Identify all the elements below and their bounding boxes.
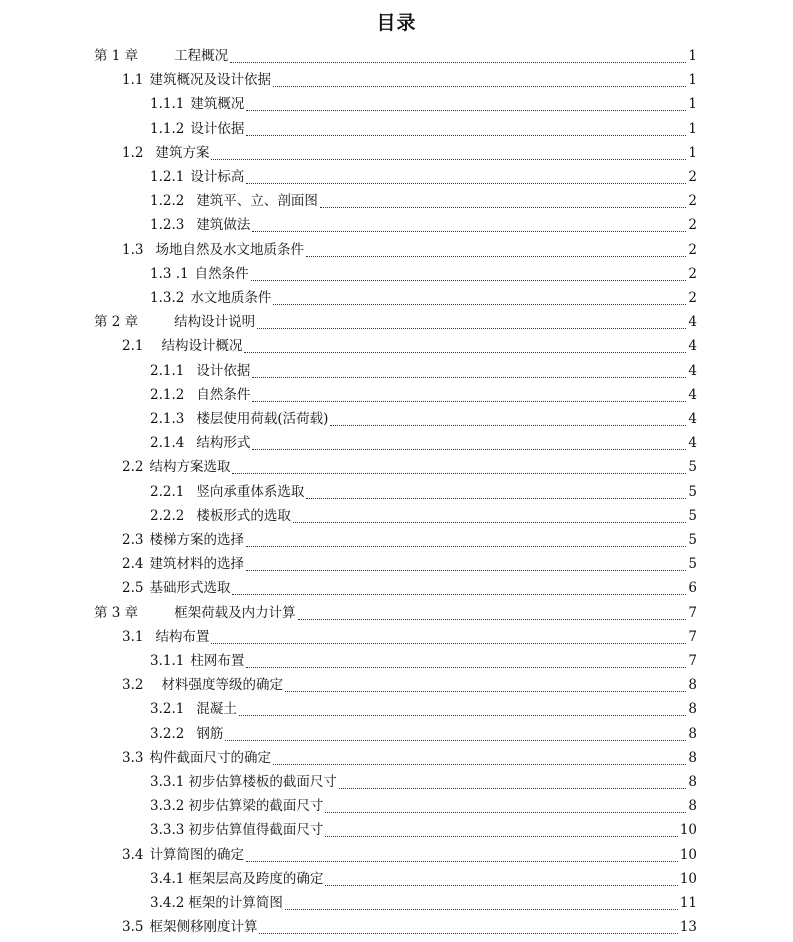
toc-entry[interactable]	[122, 843, 697, 867]
toc-entry-page: 5	[688, 483, 697, 500]
dot-leader	[257, 327, 686, 329]
toc-entry-title: 自然条件	[196, 386, 251, 403]
dot-leader	[225, 739, 686, 741]
toc-entry-title: 工程概况	[174, 48, 229, 64]
dot-leader	[230, 61, 686, 63]
toc-entry-title: 基础形式选取	[149, 580, 231, 597]
toc-entry[interactable]	[150, 722, 697, 746]
toc-entry-title: 框架层高及跨度的确定	[188, 870, 324, 887]
toc-entry-number: 2.1.2	[150, 386, 185, 403]
toc-entry-number: 2.2.2	[150, 507, 185, 524]
toc-entry[interactable]	[94, 44, 697, 68]
toc-entry-number: 1.1.1	[150, 96, 185, 113]
toc-entry-number: 3.2.2	[150, 725, 185, 742]
toc-entry[interactable]	[150, 213, 697, 237]
toc-entry-title: 柱网布置	[190, 653, 245, 669]
toc-entry[interactable]	[150, 383, 697, 407]
toc-entry[interactable]	[122, 334, 697, 358]
toc-entry-title: 初步估算值得截面尺寸	[188, 822, 324, 839]
dot-leader	[273, 763, 686, 765]
dot-leader	[293, 521, 687, 523]
toc-entry[interactable]	[150, 818, 697, 842]
toc-entry-number: 2.1.3	[150, 411, 185, 427]
toc-entry-page: 4	[688, 386, 697, 403]
toc-entry-page: 4	[688, 435, 697, 452]
toc-entry-page: 5	[688, 459, 697, 476]
toc-entry-number: 2.5	[122, 580, 144, 597]
dot-leader	[251, 279, 687, 281]
toc-entry-title: 楼梯方案的选择	[149, 532, 244, 548]
toc-entry-number: 3.3.3	[150, 822, 185, 839]
toc-entry[interactable]	[150, 697, 697, 721]
dot-leader	[252, 376, 686, 378]
dot-leader	[211, 158, 686, 160]
toc-entry[interactable]	[150, 649, 697, 673]
dot-leader	[246, 860, 678, 862]
toc-entry-number: 3.3	[122, 749, 144, 766]
toc-entry-number: 3.1	[122, 628, 144, 645]
toc-entry-number: 3.4.1	[150, 870, 185, 887]
toc-entry-number: 3.2	[122, 677, 144, 694]
toc-entry-number: 3.1.1	[150, 653, 185, 669]
toc-entry-page: 7	[688, 604, 697, 621]
toc-entry[interactable]	[150, 92, 697, 116]
toc-entry-page: 5	[688, 532, 697, 548]
toc-entry-number: 第 2 章	[94, 314, 139, 331]
toc-entry-title: 水文地质条件	[190, 290, 272, 306]
toc-entry-page: 8	[688, 774, 697, 790]
toc-entry[interactable]	[150, 867, 697, 891]
dot-leader	[246, 569, 686, 571]
dot-leader	[244, 351, 686, 353]
dot-leader	[273, 303, 686, 305]
toc-entry-page: 10	[679, 846, 697, 863]
toc-entry-page: 10	[679, 870, 697, 887]
toc-entry-number: 3.4.2	[150, 895, 185, 911]
toc-entry[interactable]	[122, 238, 697, 262]
toc-entry-title: 建筑方案	[155, 144, 210, 161]
toc-entry-number: 1.3	[122, 241, 144, 258]
dot-leader	[232, 472, 686, 474]
toc-entry-title: 计算简图的确定	[149, 846, 244, 863]
toc-entry[interactable]	[122, 528, 697, 552]
toc-entry[interactable]	[122, 455, 697, 479]
toc-entry-page: 2	[688, 265, 697, 282]
toc-entry-page: 8	[688, 677, 697, 694]
toc-entry-title: 钢筋	[196, 725, 224, 742]
dot-leader	[330, 424, 686, 426]
toc-entry-page: 11	[679, 895, 697, 911]
toc-entry-number: 3.4	[122, 846, 144, 863]
dot-leader	[252, 448, 686, 450]
dot-leader	[325, 884, 677, 886]
dot-leader	[246, 182, 686, 184]
toc-entry-page: 8	[688, 798, 697, 815]
toc-entry-title: 结构设计说明	[174, 314, 256, 331]
toc-entry-title: 楼板形式的选取	[196, 507, 291, 524]
dot-leader	[239, 714, 687, 716]
toc-entry-page: 1	[688, 72, 697, 89]
toc-entry-title: 竖向承重体系选取	[196, 483, 305, 500]
toc-entry-number: 2.1	[122, 338, 144, 355]
toc-entry-title: 建筑做法	[196, 217, 251, 234]
toc-entry-number: 2.2	[122, 459, 144, 476]
toc-entry-title: 建筑概况及设计依据	[149, 72, 271, 89]
toc-entry[interactable]	[150, 431, 697, 455]
dot-leader	[259, 932, 677, 934]
toc-entry-title: 构件截面尺寸的确定	[149, 749, 271, 766]
toc-entry-title: 结构形式	[196, 435, 251, 452]
toc-entry-number: 2.2.1	[150, 483, 185, 500]
toc-entry-number: 1.3.2	[150, 290, 185, 306]
toc-entry[interactable]	[122, 141, 697, 165]
toc-entry-page: 1	[688, 48, 697, 64]
toc-entry-number: 3.5	[122, 919, 144, 936]
toc-entry[interactable]	[150, 770, 697, 794]
toc-entry-page: 5	[688, 556, 697, 573]
toc-entry-page: 2	[688, 169, 697, 185]
toc-entry-title: 结构布置	[155, 628, 210, 645]
toc-entry[interactable]	[150, 407, 697, 431]
toc-entry-page: 4	[688, 411, 697, 427]
toc-entry-title: 建筑概况	[190, 96, 245, 113]
toc-entry-page: 2	[688, 193, 697, 210]
toc-entry-number: 1.3 .1	[150, 265, 189, 282]
toc-entry-number: 第 1 章	[94, 48, 139, 64]
toc-entry[interactable]	[150, 794, 697, 818]
toc-entry-title: 框架侧移刚度计算	[149, 919, 258, 936]
toc-entry[interactable]	[122, 68, 697, 92]
toc-entry-title: 结构方案选取	[149, 459, 231, 476]
toc-entry-page: 8	[688, 749, 697, 766]
toc-entry-title: 初步估算楼板的截面尺寸	[188, 774, 337, 790]
toc-entry-title: 自然条件	[194, 265, 249, 282]
toc-entry-number: 2.1.4	[150, 435, 185, 452]
toc-entry[interactable]	[122, 576, 697, 600]
toc-entry-number: 1.1.2	[150, 120, 185, 137]
toc-entry-title: 建筑材料的选择	[149, 556, 244, 573]
dot-leader	[246, 109, 686, 111]
dot-leader	[285, 690, 686, 692]
toc-entry-number: 3.2.1	[150, 701, 185, 718]
toc-entry-title: 混凝土	[196, 701, 237, 718]
toc-entry-page: 10	[679, 822, 697, 839]
toc-entry-number: 1.1	[122, 72, 144, 89]
dot-leader	[285, 908, 678, 910]
toc-entry-page: 4	[688, 338, 697, 355]
toc-entry-title: 结构设计概况	[161, 338, 243, 355]
toc-entry[interactable]	[150, 189, 697, 213]
dot-leader	[325, 811, 686, 813]
toc-entry-title: 建筑平、立、剖面图	[196, 193, 318, 210]
toc-entry-title: 初步估算梁的截面尺寸	[188, 798, 324, 815]
toc-entry-page: 4	[688, 314, 697, 331]
toc-entry-number: 第 3 章	[94, 604, 139, 621]
toc-entry-page: 7	[688, 628, 697, 645]
dot-leader	[246, 666, 686, 668]
toc-entry-page: 8	[688, 701, 697, 718]
dot-leader	[339, 787, 687, 789]
dot-leader	[246, 545, 686, 547]
toc-entry-page: 8	[688, 725, 697, 742]
toc-entry-page: 4	[688, 362, 697, 379]
dot-leader	[232, 593, 686, 595]
toc-entry-page: 6	[688, 580, 697, 597]
dot-leader	[298, 618, 687, 620]
toc-entry-title: 楼层使用荷载(活荷载)	[196, 411, 329, 427]
dot-leader	[273, 85, 686, 87]
toc-entry[interactable]	[122, 625, 697, 649]
toc-entry-page: 2	[688, 290, 697, 306]
toc-entry-page: 2	[688, 217, 697, 234]
dot-leader	[246, 134, 686, 136]
toc-entry-number: 1.2.2	[150, 193, 185, 210]
toc-entry-page: 1	[688, 96, 697, 113]
toc-entry[interactable]	[122, 673, 697, 697]
toc-entry[interactable]	[150, 359, 697, 383]
toc-entry-title: 设计依据	[196, 362, 251, 379]
toc-entry-page: 2	[688, 241, 697, 258]
dot-leader	[306, 497, 686, 499]
dot-leader	[306, 255, 686, 257]
toc-entry[interactable]	[150, 480, 697, 504]
toc-entry-number: 1.2.1	[150, 169, 185, 185]
dot-leader	[325, 835, 677, 837]
toc-title: 目录	[376, 12, 417, 34]
dot-leader	[252, 400, 686, 402]
toc-entry-number: 3.3.1	[150, 774, 185, 790]
toc-entry[interactable]	[150, 891, 697, 915]
toc-entry-title: 框架荷载及内力计算	[174, 604, 296, 621]
toc-entry-title: 材料强度等级的确定	[161, 677, 283, 694]
toc-entry-title: 场地自然及水文地质条件	[155, 241, 304, 258]
toc-entry-number: 3.3.2	[150, 798, 185, 815]
toc-entry-page: 1	[688, 120, 697, 137]
toc-entry[interactable]	[122, 552, 697, 576]
toc-entry[interactable]	[122, 746, 697, 770]
toc-entry-page: 5	[688, 507, 697, 524]
dot-leader	[252, 230, 686, 232]
toc-entry[interactable]	[94, 601, 697, 625]
toc-entry[interactable]	[94, 310, 697, 334]
toc-entry[interactable]	[150, 262, 697, 286]
toc-entry-page: 13	[679, 919, 697, 936]
toc-entry-title: 设计标高	[190, 169, 245, 185]
toc-entry-page: 7	[688, 653, 697, 669]
toc-entry-number: 1.2.3	[150, 217, 185, 234]
toc-entry[interactable]	[150, 165, 697, 189]
toc-entry-number: 1.2	[122, 144, 144, 161]
toc-entry[interactable]	[122, 915, 697, 939]
dot-leader	[211, 642, 686, 644]
toc-entry-number: 2.1.1	[150, 362, 185, 379]
toc-entry[interactable]	[150, 286, 697, 310]
toc-entry-number: 2.4	[122, 556, 144, 573]
toc-entry-title: 设计依据	[190, 120, 245, 137]
toc-entry[interactable]	[150, 117, 697, 141]
toc-entry[interactable]	[150, 504, 697, 528]
toc-entry-title: 框架的计算简图	[188, 895, 283, 911]
toc-entry-number: 2.3	[122, 532, 144, 548]
toc-entry-page: 1	[688, 144, 697, 161]
dot-leader	[320, 206, 687, 208]
